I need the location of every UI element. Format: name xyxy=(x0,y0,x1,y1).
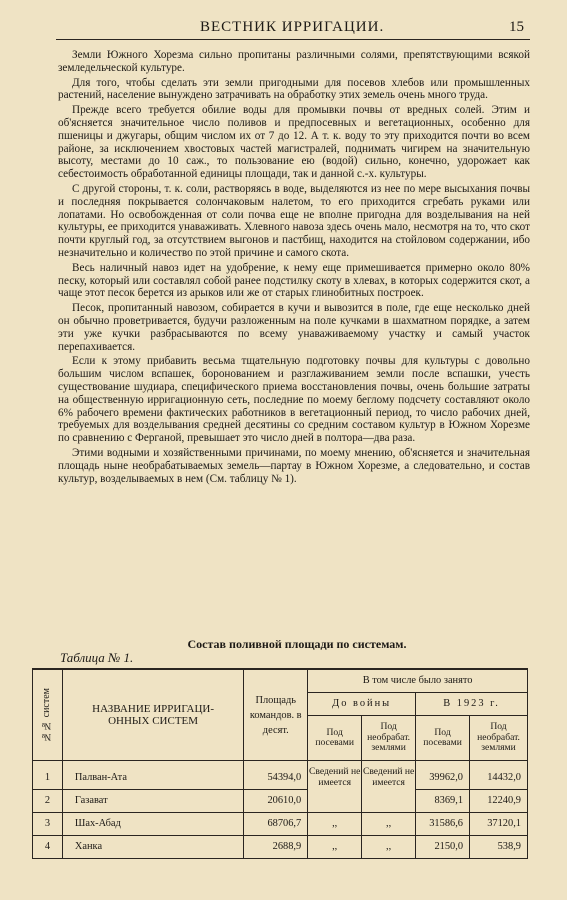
col-header-prewar: До войны xyxy=(308,693,416,716)
command-area: 68706,7 xyxy=(244,813,308,836)
col-header-1923-sown: Под посевами xyxy=(416,716,470,761)
paragraph: Весь наличный навоз идет на удобрение, к нему еще примешивается примерно около 80% песку, который или составлял собой ранее подстилку скоту в хлевах, в которых содержится скот, а чаще этот песок берется из арыков или же от старых глинобитных построек. xyxy=(58,261,530,300)
col-header-area: Площадь командов. в десят. xyxy=(244,669,308,761)
system-name: Палван-Ата xyxy=(62,761,243,790)
table-label: Таблица № 1. xyxy=(60,650,134,665)
unsown-1923: 14432,0 xyxy=(470,761,528,790)
system-name: Газават xyxy=(62,790,243,813)
command-area: 20610,0 xyxy=(244,790,308,813)
table-row xyxy=(33,761,528,790)
prewar-unsown: ,, xyxy=(362,813,416,836)
command-area: 54394,0 xyxy=(244,761,308,790)
prewar-unsown: ,, xyxy=(362,836,416,859)
unsown-1923: 12240,9 xyxy=(470,790,528,813)
paragraph: Земли Южного Хорезма сильно пропитаны различными солями, препятствующими всякой земледельческой культуре. xyxy=(58,49,530,74)
unsown-1923: 37120,1 xyxy=(470,813,528,836)
table-row xyxy=(33,836,528,859)
table-row xyxy=(33,813,528,836)
sown-1923: 39962,0 xyxy=(416,761,470,790)
journal-title: ВЕСТНИК ИРРИГАЦИИ. xyxy=(200,19,385,35)
table-caption: Состав поливной площади по системам. xyxy=(187,637,407,651)
system-name: Шах-Абад xyxy=(62,813,243,836)
prewar-sown: ,, xyxy=(308,836,362,859)
row-number: 1 xyxy=(33,761,63,790)
sown-1923: 8369,1 xyxy=(416,790,470,813)
paragraph: Если к этому прибавить весьма тщательную подготовку почвы для культуры с довольно большим числом вспашек, боронованием и разглаживанием земли после вспашки, учесть существование шудиара, специфического приема восстановления почвы, очень большие затраты на общественную ирригационную сеть, последние по моему беглому подсчету составляют около 6% рабочего времени фактических работников в вегетационный период, то число рабочих дней, требуемых для возделывания средней десятины со средним составом культур в Южном Хорезме по сравнению с Ферганой, превышает это число дней в полтора—два раза. xyxy=(58,355,530,445)
prewar-sown: ,, xyxy=(308,813,362,836)
sown-1923: 31586,6 xyxy=(416,813,470,836)
irrigation-table xyxy=(32,668,528,859)
page-number: 15 xyxy=(509,19,524,35)
prewar-sown: Сведений не имеется xyxy=(308,761,362,813)
col-header-prewar-sown: Под посевами xyxy=(308,716,362,761)
col-header-group: В том числе было занято xyxy=(308,669,528,693)
paragraph: Прежде всего требуется обилие воды для промывки почвы от вредных солей. Этим и об'ясняется значительное число поливов и предпосевных и вегетационных, особенно для пшеницы и джугары, общим числом их от 7 до 12. А т. к. воду то эту приходится почти во всем районе, за исключением хвостовых частей магистралей, поднимать чигирем на значительную высоту, местами до 10 саж., то пользование ею (водой) сильно, конечно, удорожает как себестоимость обработанной единицы площади, так и данной с.-х. культуры. xyxy=(58,104,530,181)
col-header-prewar-unsown: Под необрабат. землями xyxy=(362,716,416,761)
command-area: 2688,9 xyxy=(244,836,308,859)
article-body xyxy=(58,49,530,485)
col-header-num xyxy=(33,669,63,761)
paragraph: С другой стороны, т. к. соли, растворяясь в воде, выделяются из нее по мере высыхания почвы и последняя покрывается солончаковым налетом, то его приходится сгребать руками или лопатами. Но освобожденная от соли почва еще не вполне пригодна для возделывания на ней культуры, ее приходится унаваживать. Хлевного навоза здесь очень мало, несмотря на то, что скот почти круглый год, за отсутствием выгонов и пастбищ, находится на стойловом содержании, ибо незначительно и количество по этой причине и самого скота. xyxy=(58,182,530,259)
unsown-1923: 538,9 xyxy=(470,836,528,859)
prewar-unsown: Сведений не имеется xyxy=(362,761,416,813)
row-number: 2 xyxy=(33,790,63,813)
paragraph: Для того, чтобы сделать эти земли пригодными для посевов хлебов или промышленных растений, население вынуждено затрачивать на обработку этих земель очень много труда. xyxy=(58,76,530,102)
sown-1923: 2150,0 xyxy=(416,836,470,859)
col-header-name: НАЗВАНИЕ ИРРИГАЦИ-ОННЫХ СИСТЕМ xyxy=(62,669,243,761)
system-name: Ханка xyxy=(62,836,243,859)
col-header-1923-unsown: Под необрабат. землями xyxy=(470,716,528,761)
row-number: 3 xyxy=(33,813,63,836)
paragraph: Этими водными и хозяйственными причинами, по моему мнению, об'ясняется и значительная площадь ныне необрабатываемых земель—партау в Южном Хорезме, а следовательно, и состав культур, возделываемых в нем (См. таблицу № 1). xyxy=(58,446,530,485)
table-row xyxy=(33,790,528,813)
paragraph: Песок, пропитанный навозом, собирается в кучи и вывозится в поле, где еще несколько дней он обычно проветривается, будучи разложенным на поле кучками в шахматном порядке, а затем эти уже кучки разбрасываются по всему унаваживаемому участку и самый участок перепахивается. xyxy=(58,302,530,353)
running-header xyxy=(56,17,530,40)
row-number: 4 xyxy=(33,836,63,859)
col-header-num-text: №№ систем xyxy=(41,688,53,742)
col-header-year: В 1923 г. xyxy=(416,693,528,716)
